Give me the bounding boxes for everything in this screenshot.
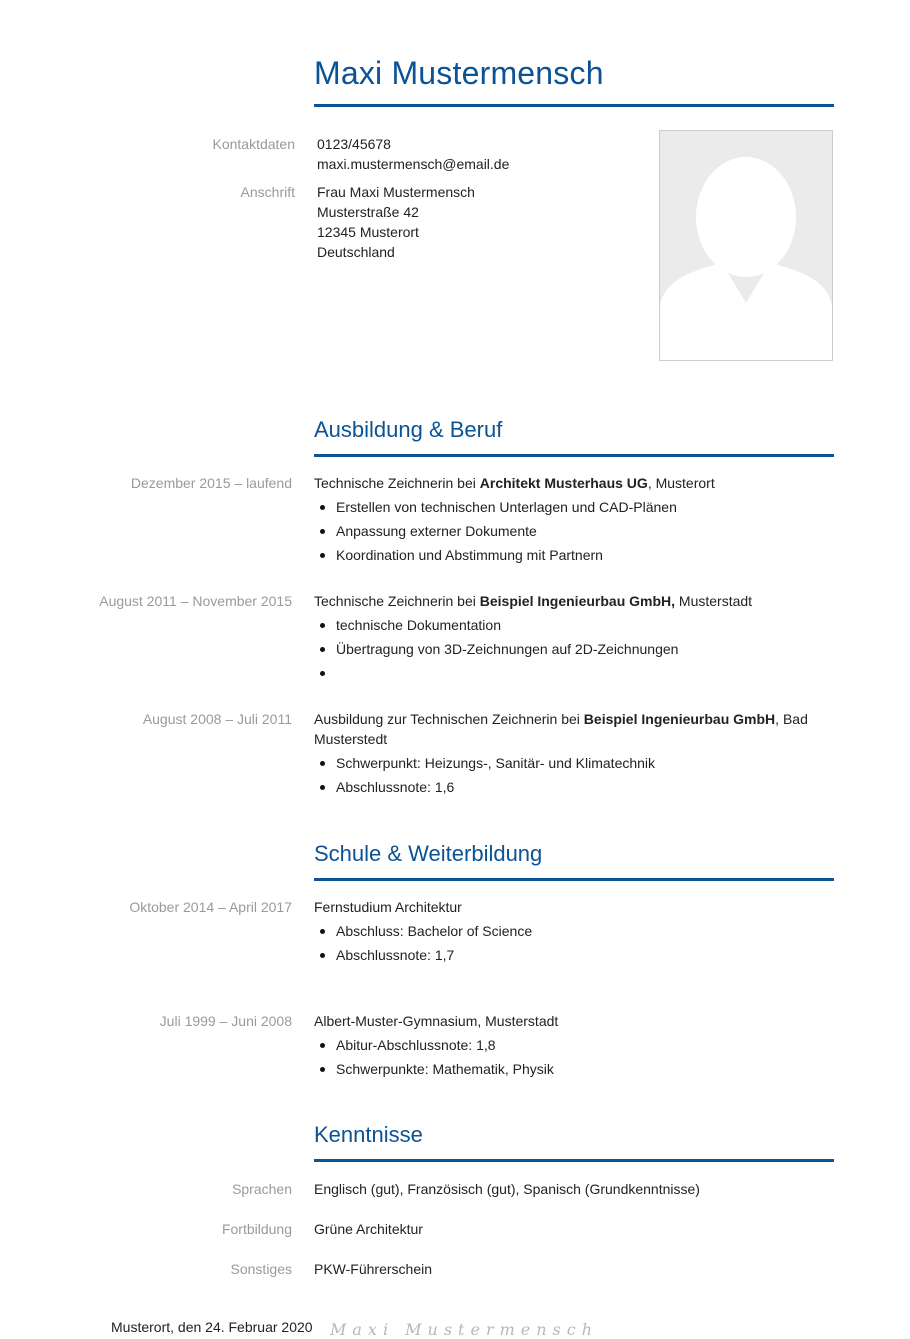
entry-bullets — [314, 1035, 824, 1079]
section-title-career: Ausbildung & Beruf — [314, 417, 503, 442]
education-entry — [314, 1011, 824, 1083]
career-entry — [314, 709, 824, 801]
career-entry — [314, 473, 824, 569]
education-entry — [314, 897, 824, 969]
section-title-skills: Kenntnisse — [314, 1122, 423, 1147]
career-entry — [314, 591, 824, 687]
section-divider — [314, 454, 834, 457]
address-line: Deutschland — [317, 244, 395, 260]
list-item: Abitur-Abschlussnote: 1,8 — [336, 1035, 824, 1055]
list-item: Abschluss: Bachelor of Science — [336, 921, 824, 941]
section-title-education: Schule & Weiterbildung — [314, 841, 543, 866]
list-item: Erstellen von technischen Unterlagen und CAD-Plänen — [336, 497, 824, 517]
skill-label-training: Fortbildung — [221, 1221, 292, 1237]
company-name: Architekt Musterhaus UG — [479, 475, 648, 491]
list-item: Übertragung von 3D-Zeichnungen auf 2D-Zeichnungen — [336, 639, 824, 659]
list-item: Anpassung externer Dokumente — [336, 521, 824, 541]
profile-photo — [659, 130, 833, 361]
entry-date: Oktober 2014 – April 2017 — [129, 899, 292, 915]
section-divider — [314, 878, 834, 881]
signature: Maxi Mustermensch — [330, 1320, 599, 1339]
list-item: Koordination und Abstimmung mit Partnern — [336, 545, 824, 565]
name-divider — [314, 104, 834, 107]
skill-label-languages: Sprachen — [232, 1181, 292, 1197]
entry-heading: Ausbildung zur Technischen Zeichnerin bei Beispiel Ingenieurbau GmbH, Bad Musterstedt — [314, 711, 808, 747]
entry-bullets — [314, 753, 824, 797]
entry-bullets — [314, 497, 824, 565]
place-and-date: Musterort, den 24. Februar 2020 — [111, 1319, 313, 1335]
entry-heading: Technische Zeichnerin bei Beispiel Ingenieurbau GmbH, Musterstadt — [314, 593, 753, 609]
entry-heading: Fernstudium Architektur — [314, 899, 462, 915]
address-line: 12345 Musterort — [317, 224, 419, 240]
address-label: Anschrift — [240, 184, 295, 200]
company-name: Beispiel Ingenieurbau GmbH, — [479, 593, 676, 609]
skill-value-languages: Englisch (gut), Französisch (gut), Spanisch (Grundkenntnisse) — [314, 1181, 700, 1197]
entry-date: Juli 1999 – Juni 2008 — [159, 1013, 292, 1029]
address-line: Musterstraße 42 — [317, 204, 419, 220]
list-item: technische Dokumentation — [336, 615, 824, 635]
entry-bullets — [314, 615, 824, 683]
list-item: Schwerpunkt: Heizungs-, Sanitär- und Klimatechnik — [336, 753, 824, 773]
email-address: maxi.mustermensch@email.de — [317, 156, 510, 172]
entry-date: August 2008 – Juli 2011 — [142, 711, 292, 727]
contact-values — [317, 134, 509, 174]
entry-bullets — [314, 921, 824, 965]
list-item — [336, 663, 824, 683]
section-divider — [314, 1159, 834, 1162]
list-item: Abschlussnote: 1,7 — [336, 945, 824, 965]
skill-value-training: Grüne Architektur — [314, 1221, 423, 1237]
list-item: Abschlussnote: 1,6 — [336, 777, 824, 797]
address-line: Frau Maxi Mustermensch — [317, 184, 475, 200]
skill-value-other: PKW-Führerschein — [314, 1261, 433, 1277]
skill-label-other: Sonstiges — [230, 1261, 292, 1277]
person-silhouette-icon — [660, 131, 832, 360]
address-values — [317, 182, 475, 262]
list-item: Schwerpunkte: Mathematik, Physik — [336, 1059, 824, 1079]
contact-label: Kontaktdaten — [212, 136, 295, 152]
phone-number: 0123/45678 — [317, 136, 391, 152]
entry-heading: Albert-Muster-Gymnasium, Musterstadt — [314, 1013, 559, 1029]
entry-date: Dezember 2015 – laufend — [130, 475, 292, 491]
entry-date: August 2011 – November 2015 — [99, 593, 292, 609]
company-name: Beispiel Ingenieurbau GmbH — [583, 711, 776, 727]
applicant-name: Maxi Mustermensch — [314, 55, 604, 91]
entry-heading: Technische Zeichnerin bei Architekt Musterhaus UG, Musterort — [314, 475, 715, 491]
